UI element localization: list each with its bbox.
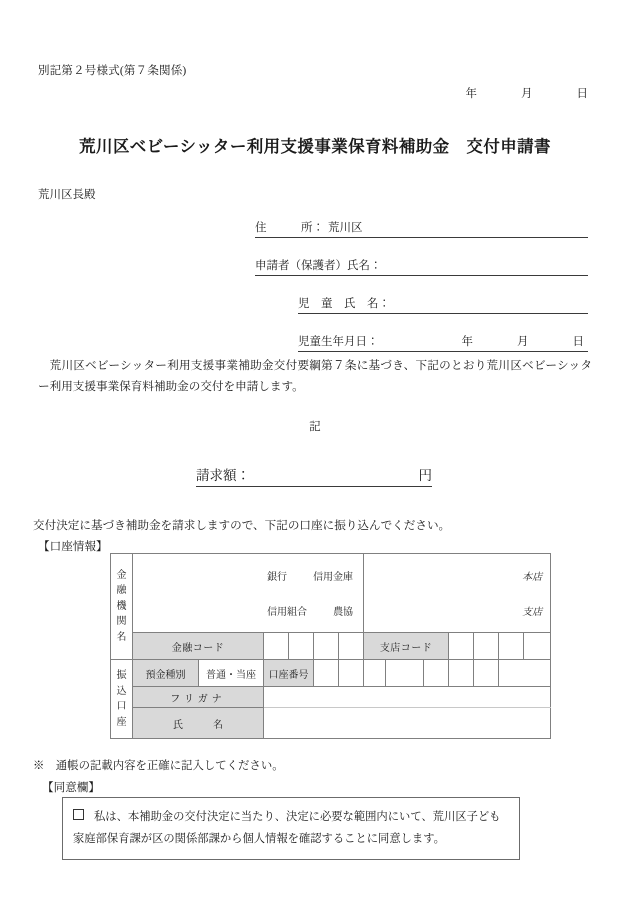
applicant-name-field-label: 申請者（保護者）氏名：	[255, 260, 382, 272]
child-dob-field-label: 児童生年月日：	[298, 336, 379, 348]
shiten-code-digit-3[interactable]	[499, 633, 524, 660]
table-row-account	[111, 660, 551, 687]
passbook-footnote: ※ 通帳の記載内容を正確に記入してください。	[33, 760, 284, 772]
dob-year-mark: 年	[461, 336, 473, 348]
page-title: 荒川区ベビーシッター利用支援事業保育料補助金 交付申請書	[79, 137, 551, 156]
address-field-row[interactable]	[255, 214, 588, 238]
shiten-code-digit-2[interactable]	[474, 633, 499, 660]
address-field-value: 荒川区	[328, 222, 363, 234]
date-year-mark: 年	[465, 88, 477, 100]
consent-box[interactable]	[62, 797, 520, 860]
account-number-digit-5[interactable]	[424, 660, 449, 687]
vlabel2-char-2: 口	[116, 701, 127, 712]
document-date-line	[466, 85, 589, 101]
form-code-label: 別記第２号様式(第７条関係)	[38, 65, 187, 77]
child-name-field-row[interactable]	[298, 290, 588, 314]
account-number-digit-1[interactable]	[314, 660, 339, 687]
deposit-type-value[interactable]: 普通・当座	[199, 660, 264, 687]
vertical-label-institution	[111, 554, 133, 660]
table-row-holder-name	[111, 708, 551, 739]
furigana-input-cell[interactable]	[264, 687, 551, 708]
vlabel2-char-0: 振	[116, 670, 127, 681]
bank-type-shinkin[interactable]: 信用金庫	[313, 572, 354, 583]
account-number-digit-4[interactable]	[386, 660, 424, 687]
bank-type-options	[133, 568, 355, 618]
kinyu-code-label: 金融コード	[133, 633, 264, 660]
shiten-code-digit-4[interactable]	[524, 633, 551, 660]
date-month-mark: 月	[521, 88, 533, 100]
vlabel-char-3: 関	[116, 616, 127, 628]
deposit-type-label: 預金種別	[133, 660, 199, 687]
kinyu-code-digit-3[interactable]	[314, 633, 339, 660]
vlabel-char-4: 名	[116, 631, 127, 643]
body-paragraph: 荒川区ベビーシッター利用支援事業補助金交付要綱第７条に基づき、下記のとおり荒川区ベビーシッター利用支援事業保育料補助金の交付を申請します。	[38, 359, 592, 394]
addressee-label: 荒川区長殿	[38, 189, 96, 201]
transfer-instruction-text: 交付決定に基づき補助金を請求しますので、下記の口座に振り込んでください。	[33, 519, 451, 532]
shiten-code-label: 支店コード	[364, 633, 449, 660]
vlabel-char-2: 機	[116, 600, 127, 612]
vlabel2-char-3: 座	[116, 716, 127, 728]
child-name-field-value	[390, 311, 394, 313]
bank-account-table	[110, 553, 551, 739]
holder-name-input-cell[interactable]	[264, 708, 551, 739]
child-dob-marks	[462, 333, 589, 351]
account-number-digit-2[interactable]	[339, 660, 364, 687]
furigana-label: フリガナ	[133, 687, 264, 708]
claim-amount-row[interactable]	[196, 462, 432, 487]
address-field-label: 住 所：	[255, 222, 324, 234]
bank-type-line-2	[267, 603, 353, 618]
applicant-name-field-row[interactable]	[255, 252, 588, 276]
account-number-digit-6[interactable]	[449, 660, 474, 687]
ki-marker: 記	[309, 421, 321, 433]
branch-name-input-cell[interactable]	[364, 554, 551, 633]
table-row-furigana	[111, 687, 551, 708]
bank-section-heading: 【口座情報】	[38, 540, 108, 553]
branch-office[interactable]: 支店	[522, 607, 543, 618]
dob-day-mark: 日	[572, 336, 584, 348]
bank-name-input-cell[interactable]	[133, 554, 364, 633]
kinyu-code-digit-1[interactable]	[264, 633, 289, 660]
bank-type-line-1	[267, 568, 353, 583]
vlabel-char-0: 金	[116, 569, 127, 581]
bank-type-bank[interactable]: 銀行	[267, 572, 288, 583]
shiten-code-digit-1[interactable]	[449, 633, 474, 660]
consent-section-heading: 【同意欄】	[42, 781, 100, 794]
child-dob-field-row[interactable]	[298, 328, 588, 352]
branch-type-options	[364, 568, 542, 618]
child-name-field-label: 児 童 氏 名：	[298, 298, 390, 310]
claim-amount-label: 請求額：	[196, 468, 250, 483]
consent-text: 私は、本補助金の交付決定に当たり、決定に必要な範囲内にいて、荒川区子ども家庭部保育課が区の関係部課から個人情報を確認することに同意します。	[73, 811, 501, 846]
account-number-digit-8[interactable]	[499, 660, 551, 687]
vlabel-char-1: 融	[116, 585, 127, 597]
applicant-name-field-value	[382, 273, 386, 275]
claim-amount-unit: 円	[418, 468, 432, 483]
consent-checkbox-icon[interactable]	[73, 809, 84, 820]
kinyu-code-digit-4[interactable]	[339, 633, 364, 660]
applicant-fields	[255, 214, 588, 366]
account-number-digit-3[interactable]	[364, 660, 386, 687]
kinyu-code-digit-2[interactable]	[289, 633, 314, 660]
table-row-codes	[111, 633, 551, 660]
account-number-digit-7[interactable]	[474, 660, 499, 687]
bank-type-nokyo[interactable]: 農協	[333, 607, 354, 618]
date-day-mark: 日	[576, 88, 588, 100]
table-row-institution	[111, 554, 551, 633]
bank-type-shinkumi[interactable]: 信用組合	[267, 607, 308, 618]
branch-head-office[interactable]: 本店	[522, 572, 543, 583]
holder-name-label: 氏 名	[133, 708, 264, 739]
account-number-label: 口座番号	[264, 660, 314, 687]
dob-month-mark: 月	[517, 336, 529, 348]
vertical-label-transfer-account	[111, 660, 133, 739]
vlabel2-char-1: 込	[116, 685, 127, 697]
